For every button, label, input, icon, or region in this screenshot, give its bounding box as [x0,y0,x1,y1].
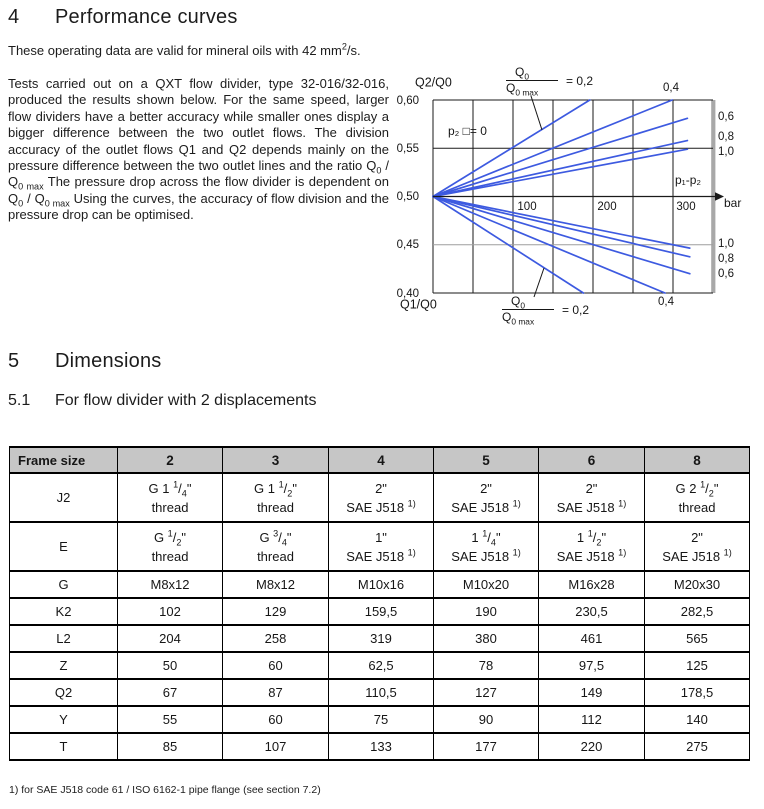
chart-label: 200 [597,201,617,214]
chart-label: 0,8 [718,131,734,144]
table-cell: 75 [329,706,434,733]
row-label: T [10,733,118,760]
chart-label: 1,0 [718,146,734,159]
chart-label: 0,45 [396,239,419,252]
table-cell: G 2 $^1/_2$" thread [645,473,750,522]
section-5-number: 5 [8,350,20,372]
ratio-value: = 0,2 [566,73,594,88]
dimensions-table [9,446,750,761]
row-label: Q2 [10,679,118,706]
table-cell: 2" SAE J518 $^{1)}$ [434,473,539,522]
table-cell: 90 [434,706,539,733]
table-row-l2 [10,625,750,652]
table-cell: 1 $^1/_4$" SAE J518 $^{1)}$ [434,522,539,571]
table-cell: 133 [329,733,434,760]
table-cell: 319 [329,625,434,652]
table-cell: 461 [539,625,645,652]
description-paragraph: Tests carried out on a QXT flow divider, type 32-016/32-016, produced the results shown below. For the same speed, larger flow dividers have a better accuracy while smaller ones display a bigger difference between the two outlet flows. The division accuracy of the outlet flows Q1 and Q2 depends mainly on the pressure difference between the two outlet lines and the ratio $Q_0 / Q_{0 max}$ The pressure drop across the flow divider is dependent on $Q_0 / Q_{0 max}$ Using the curves, the accuracy of flow division and the pressure drop can be optimised. [8,76,390,223]
frame-size-column-header: 2 [118,447,223,473]
table-cell: 102 [118,598,223,625]
section-4-heading [8,6,238,29]
table-cell: G 1 $^1/_2$" thread [223,473,329,522]
curve [433,197,690,274]
table-cell: M16x28 [539,571,645,598]
frame-size-column-header: 5 [434,447,539,473]
frame-size-column-header: 4 [329,447,434,473]
table-cell: 112 [539,706,645,733]
table-cell: 159,5 [329,598,434,625]
table-cell: M8x12 [118,571,223,598]
table-cell: 50 [118,652,223,679]
table-cell: 190 [434,598,539,625]
annotation-pointer [531,96,542,130]
chart-label: 0,4 [663,82,679,95]
curve [433,197,690,249]
chart-label: 0,60 [396,95,419,108]
table-cell: G $^3/_4$" thread [223,522,329,571]
chart-label: 0,6 [718,111,734,124]
table-cell: 258 [223,625,329,652]
chart-label: 0,6 [718,268,734,281]
chart-label: 0,4 [658,296,674,309]
fraction [506,65,558,98]
table-cell: 110,5 [329,679,434,706]
table-cell: 177 [434,733,539,760]
chart-label: p₁-p₂ [675,173,702,188]
table-cell: 55 [118,706,223,733]
ratio-annotation-top [506,65,594,98]
section-5-1-title: For flow divider with 2 displacements [55,392,317,409]
x-axis-arrowhead [715,192,724,200]
row-label: E [10,522,118,571]
table-row-g [10,571,750,598]
chart-label: 0,8 [718,253,734,266]
fraction-denominator: $Q_{0 max}$ [502,310,535,327]
table-row-j2 [10,473,750,522]
table-cell: 380 [434,625,539,652]
table-cell: 204 [118,625,223,652]
chart-label: 0,50 [396,191,419,204]
row-label: G [10,571,118,598]
chart-label: Q1/Q0 [400,297,437,312]
table-cell: M10x16 [329,571,434,598]
fraction-numerator: $Q_0$ [511,294,526,311]
table-row-q2 [10,679,750,706]
intro-paragraph: These operating data are valid for mineral oils with 42 $mm^2/s$. [8,41,361,58]
table-cell: 275 [645,733,750,760]
chart-label: 1,0 [718,238,734,251]
row-label: K2 [10,598,118,625]
table-cell: 60 [223,706,329,733]
table-cell: 127 [434,679,539,706]
table-cell: 67 [118,679,223,706]
table-cell: 87 [223,679,329,706]
chart-label: 0,40 [396,288,419,301]
row-label: Y [10,706,118,733]
row-label: J2 [10,473,118,522]
ratio-annotation-bottom [502,294,590,327]
table-row-y [10,706,750,733]
table-row-t [10,733,750,760]
table-row-e [10,522,750,571]
table-cell: G $^1/_2$" thread [118,522,223,571]
table-cell: 565 [645,625,750,652]
chart-label: 100 [517,201,537,214]
table-header-row [10,447,750,473]
table-cell: 78 [434,652,539,679]
table-cell: 2" SAE J518 $^{1)}$ [539,473,645,522]
table-row-z [10,652,750,679]
section-4-number: 4 [8,6,20,28]
chart-label: Q2/Q0 [415,75,452,90]
table-cell: 1" SAE J518 $^{1)}$ [329,522,434,571]
ratio-value: = 0,2 [562,302,590,317]
frame-size-column-header: 3 [223,447,329,473]
chart-label: bar [724,196,742,211]
table-cell: 107 [223,733,329,760]
table-cell: 2" SAE J518 $^{1)}$ [329,473,434,522]
table-cell: M20x30 [645,571,750,598]
fraction-numerator: $Q_0$ [515,65,530,82]
table-cell: 2" SAE J518 $^{1)}$ [645,522,750,571]
table-cell: 62,5 [329,652,434,679]
performance-chart [390,60,764,338]
fraction-denominator: $Q_{0 max}$ [506,81,539,98]
table-cell: 230,5 [539,598,645,625]
table-cell: 1 $^1/_2$" SAE J518 $^{1)}$ [539,522,645,571]
row-label: L2 [10,625,118,652]
fraction [502,294,554,327]
section-5-1-heading [8,392,316,410]
frame-size-column-header: 6 [539,447,645,473]
table-row-k2 [10,598,750,625]
table-cell: M10x20 [434,571,539,598]
table-cell: 140 [645,706,750,733]
chart-label: 300 [676,201,696,214]
table-cell: M8x12 [223,571,329,598]
section-5-heading [8,350,161,373]
dimensions-table-wrap [9,446,749,761]
table-cell: 178,5 [645,679,750,706]
frame-size-header: Frame size [10,447,118,473]
table-cell: 129 [223,598,329,625]
curve [433,197,690,257]
section-5-1-number: 5.1 [8,392,31,409]
frame-size-column-header: 8 [645,447,750,473]
chart-label: 0,55 [396,143,419,156]
table-cell: 125 [645,652,750,679]
curve [433,141,687,197]
section-5-title: Dimensions [55,350,162,372]
section-4-title: Performance curves [55,6,238,28]
table-cell: 220 [539,733,645,760]
chart-label: p₂ □= 0 [448,124,487,139]
table-cell: G 1 $^1/_4$" thread [118,473,223,522]
table-cell: 97,5 [539,652,645,679]
table-cell: 282,5 [645,598,750,625]
table-cell: 60 [223,652,329,679]
footnote: 1) for SAE J518 code 61 / ISO 6162-1 pipe flange (see section 7.2) [9,784,321,796]
table-cell: 85 [118,733,223,760]
table-cell: 149 [539,679,645,706]
row-label: Z [10,652,118,679]
